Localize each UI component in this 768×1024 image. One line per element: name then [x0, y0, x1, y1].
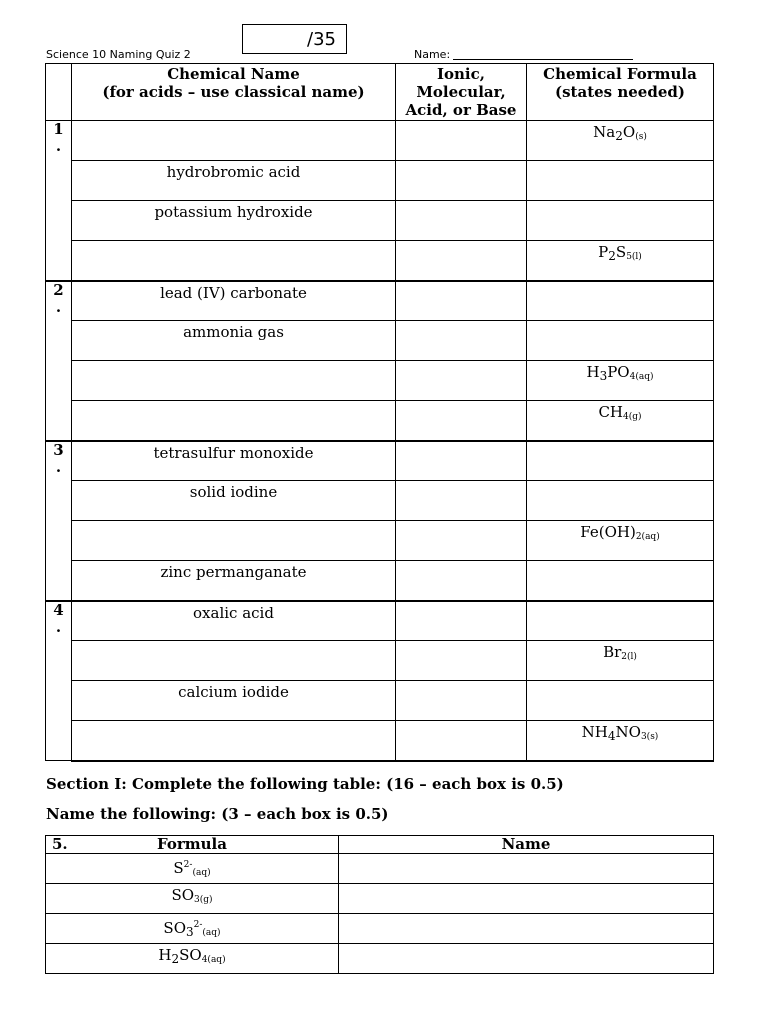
chemical-name: tetrasulfur monoxide	[153, 443, 314, 462]
table-row	[46, 481, 714, 521]
name-answer-cell[interactable]	[339, 854, 714, 884]
table-row	[46, 161, 714, 201]
table-row	[46, 854, 714, 884]
formula-naming-table	[45, 835, 714, 974]
chemical-formula: $H_2SO_{4(aq)}$	[158, 946, 226, 966]
chemical-name: solid iodine	[189, 483, 278, 501]
chemical-formula-cell[interactable]	[527, 641, 714, 681]
name-answer-cell[interactable]	[339, 914, 714, 944]
chemical-name-cell[interactable]	[72, 561, 396, 601]
chemical-name	[72, 521, 395, 522]
chemical-name: calcium iodide	[178, 683, 289, 701]
question-number: 2 .	[46, 281, 72, 441]
table-header-row	[46, 64, 714, 121]
table-row	[46, 401, 714, 441]
compound-type-cell[interactable]	[396, 601, 527, 641]
header-chemical-formula: Chemical Formula (states needed)	[527, 64, 714, 121]
chemical-formula-cell[interactable]	[527, 401, 714, 441]
chemical-formula-cell[interactable]	[527, 121, 714, 161]
chemical-name-cell[interactable]	[72, 441, 396, 481]
name-label: Name:	[414, 48, 451, 61]
compound-type-cell[interactable]	[396, 321, 527, 361]
formula-cell	[46, 884, 339, 914]
table-header-row	[46, 836, 714, 854]
table-row	[46, 914, 714, 944]
compound-type-cell[interactable]	[396, 681, 527, 721]
score-box: /35	[242, 24, 347, 54]
formula-cell	[46, 854, 339, 884]
chemical-name-cell[interactable]	[72, 481, 396, 521]
chemical-name: zinc permanganate	[160, 563, 307, 581]
compound-type-cell[interactable]	[396, 281, 527, 321]
chemical-name: potassium hydroxide	[154, 203, 313, 221]
compound-type-cell[interactable]	[396, 201, 527, 241]
header-name: Name	[339, 836, 714, 854]
chemical-formula: $S^{2-}_{(aq)}$	[173, 859, 211, 878]
compound-type-cell[interactable]	[396, 161, 527, 201]
table-row	[46, 441, 714, 481]
header-number	[46, 64, 72, 121]
quiz-title: Science 10 Naming Quiz 2	[46, 48, 191, 61]
table-row	[46, 641, 714, 681]
chemical-formula-cell[interactable]	[527, 281, 714, 321]
chemical-formula-cell[interactable]	[527, 161, 714, 201]
chemical-formula-cell[interactable]	[527, 561, 714, 601]
chemical-name-cell[interactable]	[72, 681, 396, 721]
chemical-name-cell[interactable]	[72, 321, 396, 361]
compound-type-cell[interactable]	[396, 361, 527, 401]
table-row	[46, 201, 714, 241]
question-number: 3 .	[46, 441, 72, 601]
chemical-formula-cell[interactable]	[527, 681, 714, 721]
header-compound-type: Ionic, Molecular, Acid, or Base	[396, 64, 527, 121]
compound-type-cell[interactable]	[396, 121, 527, 161]
name-field[interactable]	[453, 59, 633, 60]
chemical-name-cell[interactable]	[72, 201, 396, 241]
chemical-name	[72, 641, 395, 642]
compound-type-cell[interactable]	[396, 561, 527, 601]
chemical-name-cell[interactable]	[72, 521, 396, 561]
chemical-formula: $Fe(OH)_{2(aq)}$	[580, 523, 660, 542]
chemical-name	[72, 361, 395, 362]
chemical-formula: $SO_3^{2-}_{(aq)}$	[163, 919, 221, 939]
table-row	[46, 944, 714, 974]
table-row	[46, 361, 714, 401]
compound-type-cell[interactable]	[396, 401, 527, 441]
header-chemical-name: Chemical Name (for acids – use classical name)	[72, 64, 396, 121]
chemical-formula: $CH_{4(g)}$	[598, 403, 642, 422]
name-answer-cell[interactable]	[339, 884, 714, 914]
table-row	[46, 241, 714, 281]
chemical-name	[72, 121, 395, 122]
table-row	[46, 561, 714, 601]
chemical-name-cell[interactable]	[72, 161, 396, 201]
table-row	[46, 681, 714, 721]
chemical-name-cell[interactable]	[72, 121, 396, 161]
compound-type-cell[interactable]	[396, 721, 527, 761]
section-1-instructions: Section I: Complete the following table: (16 – each box is 0.5)	[46, 775, 564, 793]
question-number: 4 .	[46, 601, 72, 761]
chemical-formula-cell[interactable]	[527, 481, 714, 521]
table-row	[46, 321, 714, 361]
table-row	[46, 121, 714, 161]
compound-type-cell[interactable]	[396, 481, 527, 521]
table-row	[46, 721, 714, 761]
chemical-formula: $P_2S_{5(l)}$	[598, 243, 642, 263]
compound-type-cell[interactable]	[396, 441, 527, 481]
formula-cell	[46, 914, 339, 944]
chemical-formula-cell[interactable]	[527, 201, 714, 241]
naming-table	[45, 63, 714, 762]
question-number: 5.	[52, 835, 68, 853]
chemical-formula-cell[interactable]	[527, 241, 714, 281]
chemical-name	[72, 241, 395, 242]
chemical-name-cell[interactable]	[72, 361, 396, 401]
table-row	[46, 884, 714, 914]
chemical-formula-cell[interactable]	[527, 361, 714, 401]
chemical-formula: $SO_{3(g)}$	[171, 886, 213, 905]
compound-type-cell[interactable]	[396, 641, 527, 681]
chemical-formula-cell[interactable]	[527, 721, 714, 761]
table-row	[46, 281, 714, 321]
chemical-formula: $H_3PO_{4(aq)}$	[586, 363, 654, 383]
chemical-name-cell[interactable]	[72, 241, 396, 281]
table-row	[46, 521, 714, 561]
chemical-formula: $Na_2O_{(s)}$	[593, 123, 647, 143]
section-2-instructions: Name the following: (3 – each box is 0.5)	[46, 805, 389, 823]
compound-type-cell[interactable]	[396, 521, 527, 561]
chemical-formula-cell[interactable]	[527, 521, 714, 561]
chemical-name: hydrobromic acid	[166, 163, 301, 181]
chemical-name-cell[interactable]	[72, 721, 396, 761]
chemical-formula-cell[interactable]	[527, 321, 714, 361]
chemical-name-cell[interactable]	[72, 641, 396, 681]
chemical-formula: $NH_4NO_{3(s)}$	[581, 723, 659, 743]
name-answer-cell[interactable]	[339, 944, 714, 974]
chemical-name-cell[interactable]	[72, 601, 396, 641]
chemical-formula: $Br_{2(l)}$	[603, 643, 637, 662]
header-formula: 5. Formula	[46, 836, 339, 854]
compound-type-cell[interactable]	[396, 241, 527, 281]
chemical-name-cell[interactable]	[72, 401, 396, 441]
chemical-name: lead (IV) carbonate	[160, 283, 307, 302]
chemical-name-cell[interactable]	[72, 281, 396, 321]
chemical-name	[72, 721, 395, 722]
chemical-name: oxalic acid	[193, 603, 274, 622]
question-number: 1 .	[46, 121, 72, 281]
chemical-name	[72, 401, 395, 402]
chemical-formula-cell[interactable]	[527, 441, 714, 481]
chemical-name: ammonia gas	[183, 323, 284, 341]
table-row	[46, 601, 714, 641]
chemical-formula-cell[interactable]	[527, 601, 714, 641]
formula-cell	[46, 944, 339, 974]
